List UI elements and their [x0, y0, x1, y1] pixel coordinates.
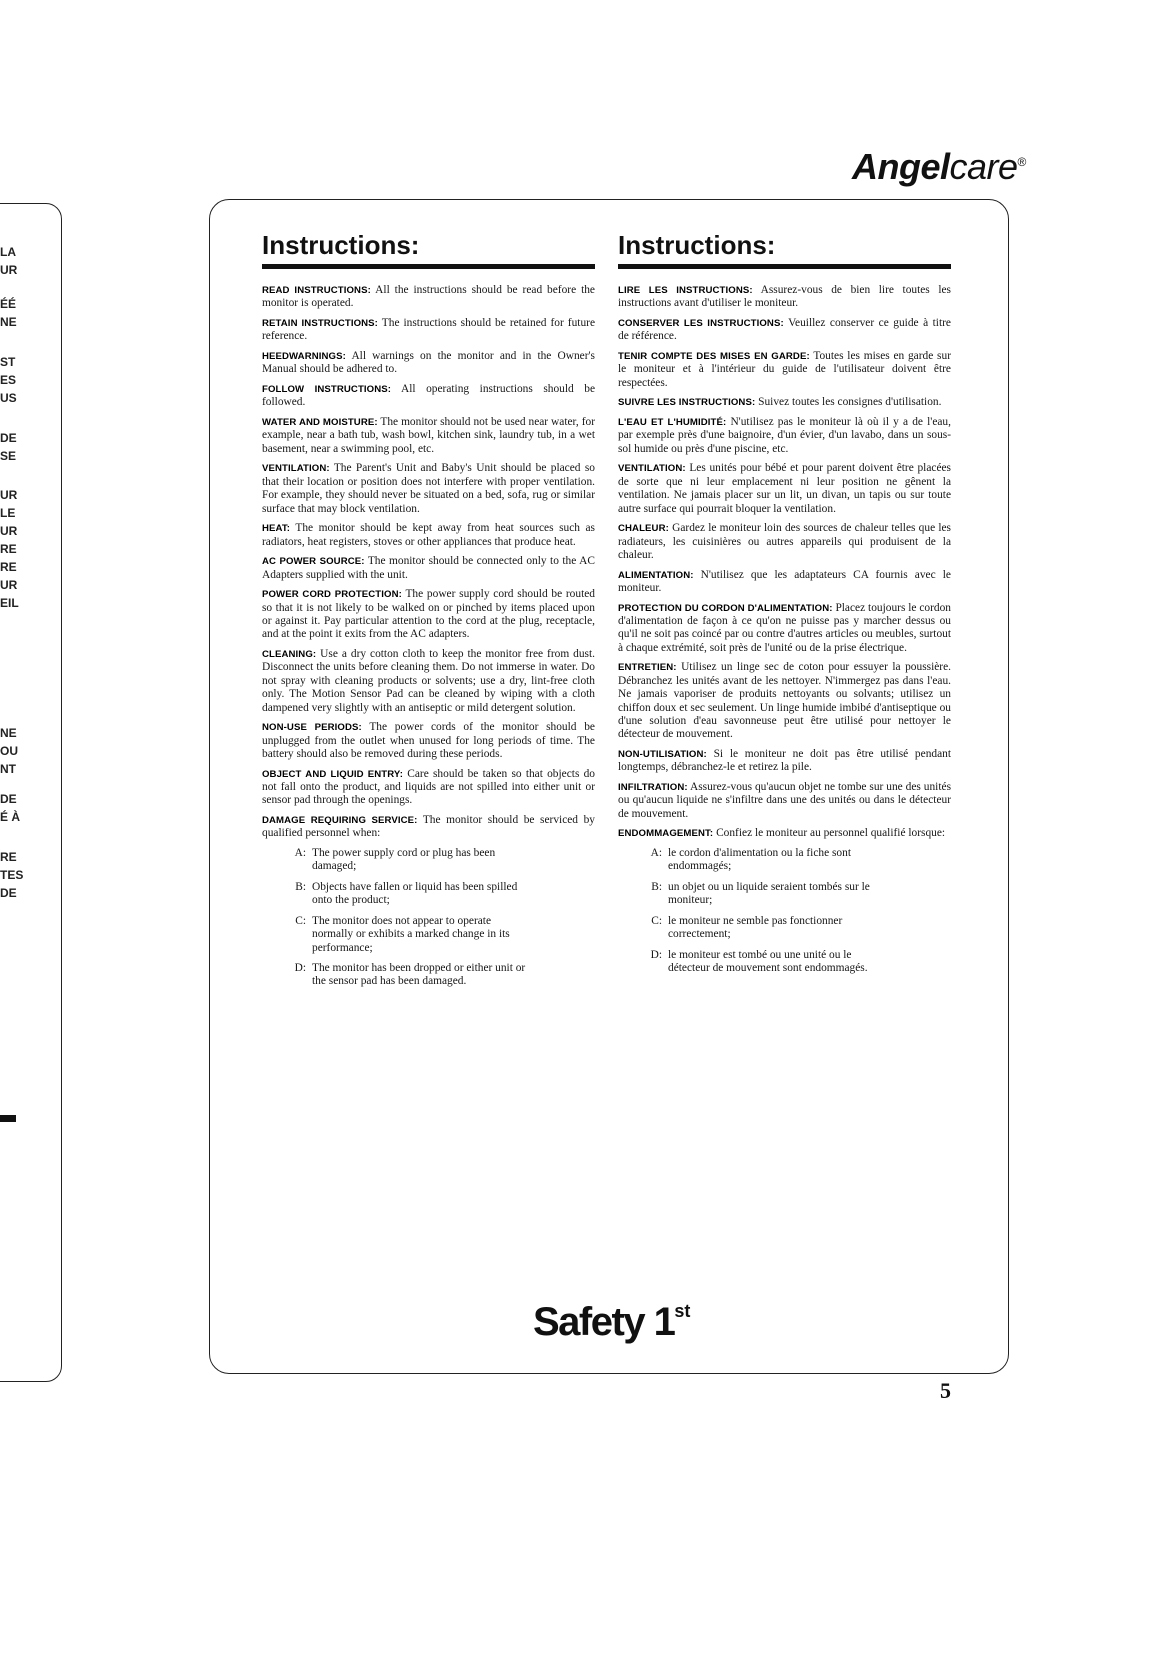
section-label: READ INSTRUCTIONS:	[262, 285, 371, 296]
item-letter: B:	[295, 880, 306, 893]
french-section	[618, 827, 951, 840]
english-sections	[262, 284, 595, 841]
section-label: AC POWER SOURCE:	[262, 556, 365, 568]
section-text: All warnings on the monitor and in the Owner's Manual should be adhered to.	[262, 350, 595, 376]
item-letter: D:	[650, 948, 662, 961]
section-label: INFILTRATION:	[618, 782, 688, 794]
section-label: VENTILATION:	[262, 463, 330, 475]
section-text: The monitor should be connected only to the AC Adapters supplied with the unit.	[262, 555, 595, 581]
section-label: L'EAU ET L'HUMIDITÉ:	[618, 417, 727, 428]
section-text: All the instructions should be read before the monitor is operated.	[262, 284, 595, 310]
item-text: le moniteur ne semble pas fonctionner correctement;	[668, 914, 843, 941]
item-letter: C:	[295, 914, 306, 927]
adjacent-page-fragment: LA	[0, 245, 16, 259]
section-label: VENTILATION:	[618, 463, 686, 475]
item-text: The monitor does not appear to operate normally or exhibits a marked change in its performance;	[312, 914, 510, 954]
item-text: Objects have fallen or liquid has been spilled onto the product;	[312, 880, 518, 907]
english-title: Instructions:	[262, 230, 420, 260]
section-text: Use a dry cotton cloth to keep the monitor free from dust. Disconnect the units before cleaning them. Do not immerse in water. Do not spray with cleaning products or solvents; use a dry, lint-free cloth only. The Motion Sensor Pad can be cleaned by wiping with a cloth dampened very slightly with an antiseptic or mild detergent solution.	[262, 648, 595, 714]
safety-first-logo-sup: st	[674, 1301, 691, 1321]
french-section	[618, 781, 951, 821]
adjacent-page-fragment: NT	[0, 762, 16, 776]
adjacent-page-fragment: UR	[0, 524, 18, 538]
adjacent-page-fragment: RE	[0, 560, 17, 574]
adjacent-page-fragment: NE	[0, 315, 17, 329]
item-letter: A:	[294, 847, 306, 860]
adjacent-page-fragment: LE	[0, 506, 16, 520]
section-text: The monitor should be serviced by qualified personnel when:	[262, 814, 595, 840]
item-letter: C:	[651, 914, 662, 927]
adjacent-page-fragment: É À	[0, 810, 21, 824]
french-section	[618, 462, 951, 516]
french-title: Instructions:	[618, 230, 776, 260]
section-text: Assurez-vous qu'aucun objet ne tombe sur une des unités ou qu'aucun liquide ne s'infiltre dans une des unités ou dans le détecteur de mouvement.	[618, 781, 952, 820]
english-section	[262, 317, 595, 344]
french-section	[618, 522, 951, 562]
french-section	[618, 416, 951, 456]
adjacent-page-fragment: UR	[0, 578, 18, 592]
french-section	[618, 317, 951, 344]
item-text: The power supply cord or plug has been damaged;	[312, 847, 496, 873]
section-label: FOLLOW INSTRUCTIONS:	[262, 384, 392, 395]
section-text: Assurez-vous de bien lire toutes les instructions avant d'utiliser le moniteur.	[618, 284, 951, 310]
english-service-item	[262, 962, 595, 989]
french-service-item	[618, 949, 951, 976]
section-label: TENIR COMPTE DES MISES EN GARDE:	[618, 351, 810, 362]
french-title-rule	[618, 264, 951, 269]
item-letter: A:	[650, 847, 662, 860]
item-text: le cordon d'alimentation ou la fiche sont endommagés;	[668, 847, 851, 873]
english-section	[262, 768, 595, 808]
item-text: le moniteur est tombé ou une unité ou le détecteur de mouvement sont endommagés.	[668, 948, 868, 974]
brand-logo-bold: Angel	[852, 146, 950, 187]
adjacent-page-fragment: DE	[0, 431, 17, 445]
adjacent-page-fragment: NE	[0, 726, 17, 740]
english-service-item	[262, 915, 595, 955]
section-text: Les unités pour bébé et pour parent doivent être placées de sorte que ni leur emplacement ni leur position ne gênent la ventilation. Ne jamais placer sur un lit, un divan, un tapis ou sur toute autre surface qui pourrait bloquer la ventilation.	[618, 462, 951, 515]
french-service-item	[618, 915, 951, 942]
adjacent-page-fragment: RE	[0, 542, 17, 556]
section-text: Care should be taken so that objects do not fall onto the product, and liquids are not spilled into either unit or sensor pad through the openings.	[262, 767, 595, 807]
item-text: The monitor has been dropped or either unit or the sensor pad has been damaged.	[312, 961, 526, 988]
french-section	[618, 284, 951, 311]
section-label: LIRE LES INSTRUCTIONS:	[618, 285, 753, 296]
section-label: NON-UTILISATION:	[618, 749, 707, 761]
section-label: PROTECTION DU CORDON D'ALIMENTATION:	[618, 602, 833, 614]
adjacent-page-fragment: OU	[0, 744, 18, 758]
brand-logo-mark: ®	[1017, 155, 1026, 169]
section-text: N'utilisez que les adaptateurs CA fournis avec le moniteur.	[618, 568, 951, 595]
section-label: CHALEUR:	[618, 523, 669, 535]
section-text: The power cords of the monitor should be unplugged from the outlet when unused for long periods of time. The battery should also be removed during these periods.	[262, 721, 595, 761]
english-column	[262, 229, 595, 996]
section-text: N'utilisez pas le moniteur là où il y a de l'eau, par exemple près d'une baignoire, d'un évier, d'un lavabo, dans un sous-sol humide ou près d'une piscine, etc.	[618, 416, 951, 455]
section-label: HEEDWARNINGS:	[262, 351, 346, 362]
section-text: Confiez le moniteur au personnel qualifié lorsque:	[716, 827, 946, 840]
section-label: HEAT:	[262, 523, 291, 535]
english-section	[262, 555, 595, 582]
section-text: The monitor should not be used near water, for example, near a bath tub, wash bowl, kitchen sink, laundry tub, in a wet basement, near a swimming pool, etc.	[262, 416, 595, 455]
english-section	[262, 648, 595, 715]
section-text: The instructions should be retained for future reference.	[262, 317, 595, 343]
adjacent-page-fragment: US	[0, 391, 17, 405]
section-label: ENDOMMAGEMENT:	[618, 828, 714, 840]
english-section	[262, 462, 595, 516]
item-letter: D:	[294, 961, 306, 974]
adjacent-page-fragment: RE	[0, 850, 17, 864]
section-text: The monitor should be kept away from heat sources such as radiators, heat registers, stoves or other appliances that produce heat.	[262, 522, 595, 548]
adjacent-page-fragment: ÉÉ	[0, 297, 17, 311]
safety-first-logo-text: Safety 1	[533, 1300, 675, 1344]
french-sections	[618, 284, 951, 841]
adjacent-page-fragment: UR	[0, 263, 18, 277]
english-section	[262, 383, 595, 410]
section-text: Toutes les mises en garde sur le moniteur et à l'intérieur du guide de l'utilisateur doivent être respectées.	[618, 350, 951, 389]
french-section	[618, 350, 951, 390]
section-text: All operating instructions should be followed.	[262, 383, 596, 409]
french-column	[618, 229, 951, 982]
section-text: The Parent's Unit and Baby's Unit should be placed so that their location or position does not interfere with proper ventilation. For example, they should never be situated on a bed, sofa, rug or similar surface that may block ventilation.	[262, 462, 595, 515]
section-text: Utilisez un linge sec de coton pour essuyer la poussière. Débranchez les unités avant de les nettoyer. N'immergez pas dans l'eau. Ne jamais vaporiser de produits nettoyants ou solvants; utilisez un chiffon doux et sec seulement. Un linge humide imbibé d'antiseptique ou d'une solution d'eau savonneuse peut être utilisé pour nettoyer le détecteur de mouvement.	[618, 661, 951, 741]
french-section	[618, 748, 951, 775]
item-letter: B:	[651, 880, 662, 893]
french-service-item	[618, 847, 951, 874]
section-text: Gardez le moniteur loin des sources de chaleur telles que les radiateurs, les cuisinières ou autres appareils qui produisent de la chaleur.	[618, 522, 951, 562]
french-section	[618, 602, 951, 656]
safety-first-logo	[533, 1300, 690, 1345]
section-label: CONSERVER LES INSTRUCTIONS:	[618, 318, 784, 329]
section-text: The power supply cord should be routed so that it is not likely to be walked on or pinched by items placed upon or against it. Pay particular attention to the cord at the plug, receptacle, and at the point it exits from the AC adapters.	[262, 588, 595, 641]
english-section	[262, 416, 595, 456]
section-label: RETAIN INSTRUCTIONS:	[262, 318, 378, 329]
french-service-list	[618, 847, 951, 975]
adjacent-page-fragment: EIL	[0, 596, 19, 610]
section-text: Veuillez conserver ce guide à titre de référence.	[618, 317, 951, 343]
section-text: Suivez toutes les consignes d'utilisation.	[758, 396, 942, 409]
english-title-rule	[262, 264, 595, 269]
brand-logo	[852, 146, 1026, 188]
section-label: ENTRETIEN:	[618, 662, 677, 674]
english-service-item	[262, 881, 595, 908]
section-label: WATER AND MOISTURE:	[262, 417, 378, 428]
adjacent-page-fragment: TES	[0, 868, 24, 882]
section-label: OBJECT AND LIQUID ENTRY:	[262, 768, 404, 780]
brand-logo-light: care	[949, 146, 1018, 187]
french-section	[618, 661, 951, 741]
adjacent-page-fragment: ST	[0, 355, 16, 369]
french-section	[618, 569, 951, 596]
english-service-item	[262, 847, 595, 874]
english-service-list	[262, 847, 595, 989]
section-label: NON-USE PERIODS:	[262, 722, 362, 734]
english-section	[262, 588, 595, 642]
section-label: SUIVRE LES INSTRUCTIONS:	[618, 397, 756, 409]
french-service-item	[618, 881, 951, 908]
adjacent-page-mark	[0, 1115, 16, 1122]
adjacent-page-fragment: DE	[0, 886, 17, 900]
adjacent-page-fragment: DE	[0, 792, 17, 806]
french-section	[618, 396, 951, 409]
adjacent-page-fragment: SE	[0, 449, 17, 463]
adjacent-page-fragment: UR	[0, 488, 18, 502]
item-text: un objet ou un liquide seraient tombés sur le moniteur;	[668, 880, 870, 907]
english-section	[262, 721, 595, 761]
section-label: CLEANING:	[262, 649, 317, 661]
english-section	[262, 284, 595, 311]
section-label: POWER CORD PROTECTION:	[262, 589, 402, 601]
section-label: DAMAGE REQUIRING SERVICE:	[262, 815, 418, 827]
section-text: Placez toujours le cordon d'alimentation de façon à ce qu'on ne puisse pas y marcher dessus ou qu'il ne soit pas coincé par ou contre d'autres articles ou meubles, surtout à chaque extrémité, soit près de l'unité ou de la prise électrique.	[618, 601, 951, 654]
page-number: 5	[940, 1378, 951, 1403]
section-label: ALIMENTATION:	[618, 569, 694, 581]
adjacent-page-fragment: ES	[0, 373, 17, 387]
english-section	[262, 522, 595, 549]
english-section	[262, 814, 595, 841]
english-section	[262, 350, 595, 377]
section-text: Si le moniteur ne doit pas être utilisé pendant longtemps, débranchez-le et retirez la pile.	[618, 748, 951, 774]
